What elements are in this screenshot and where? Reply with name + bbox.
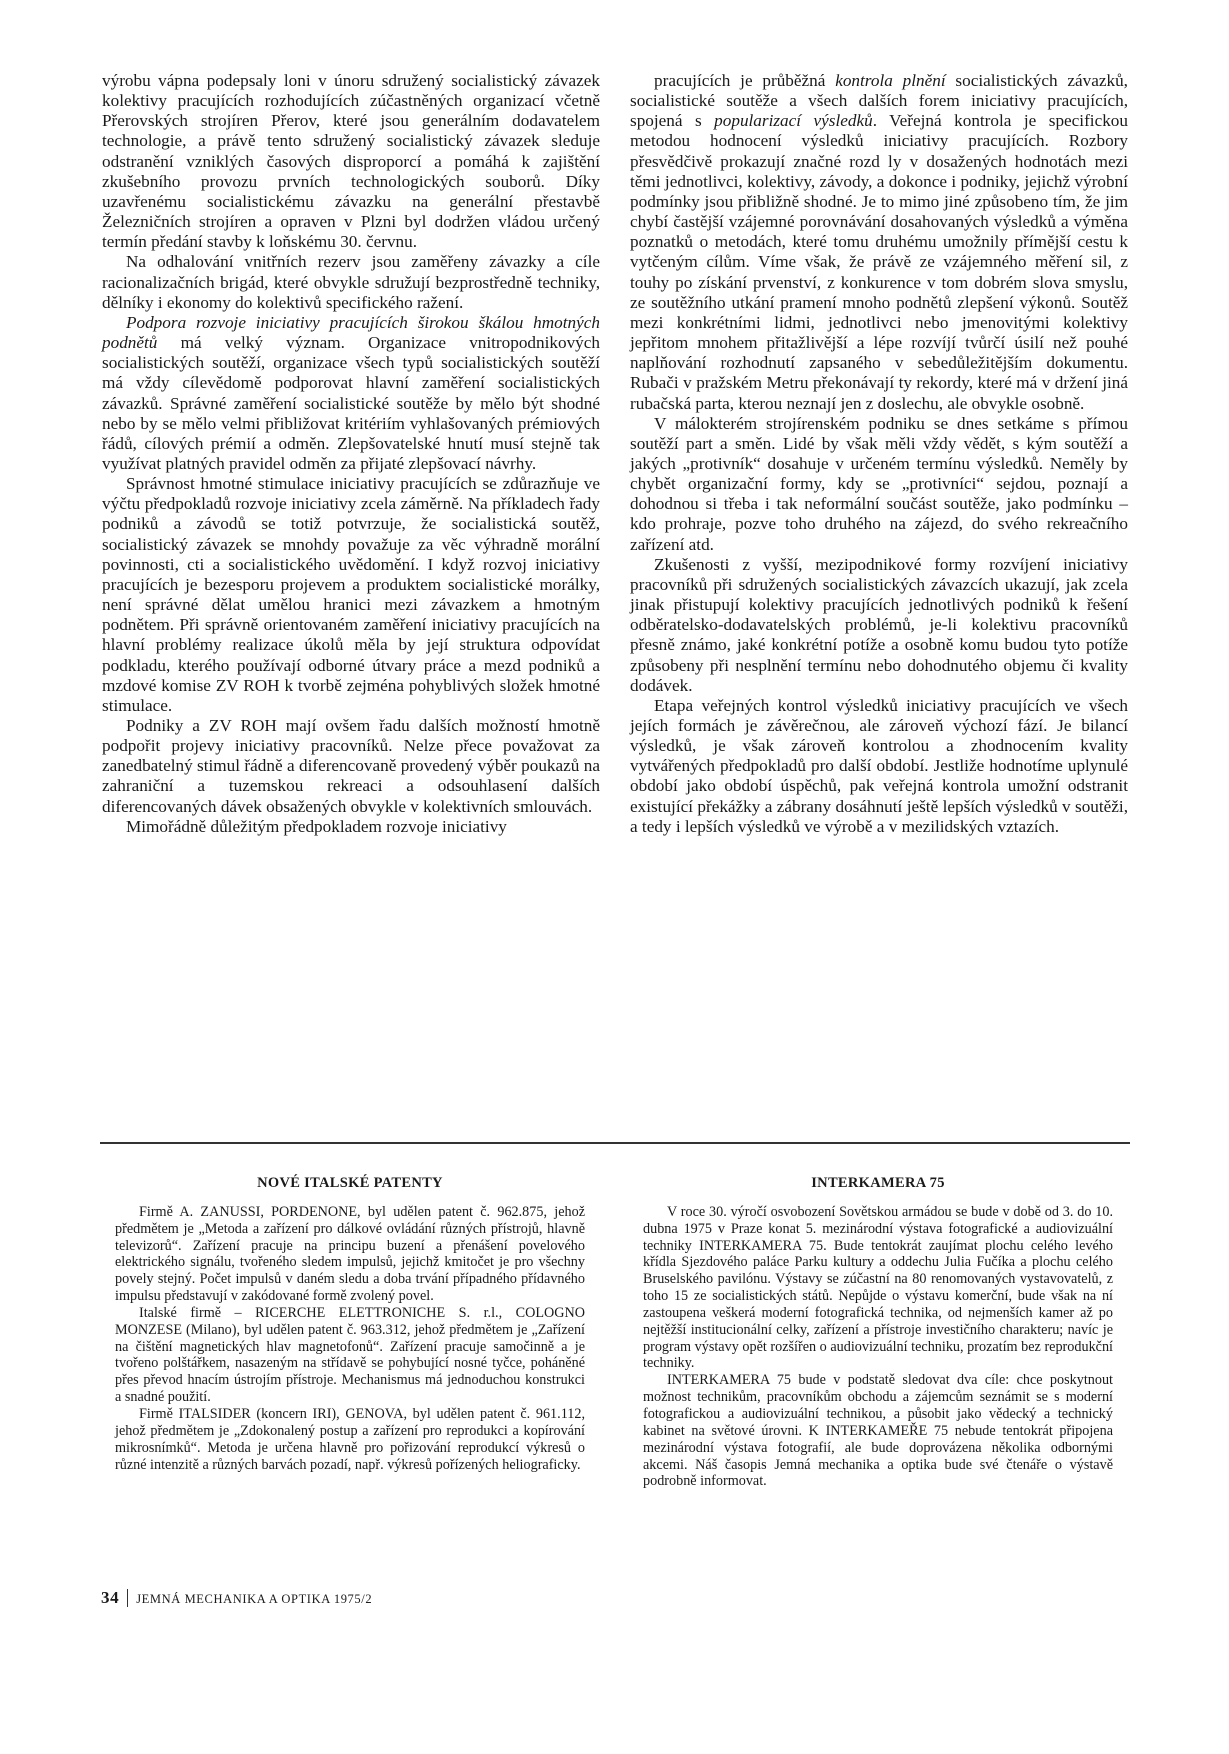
text-segment: Podniky a ZV ROH mají ovšem řadu dalších možností hmotně podpořit projevy iniciativy pracovníků. Nelze přece považovat za zanedbatelný stimul řádně a diferencovaně provedený výběr poukazů na zahraniční a tuzemskou rekreaci a odsouhlasení dalších diferencovaných dávek obsažených obvykle v kolektivních smlouvách.	[102, 716, 600, 816]
paragraph	[102, 252, 600, 312]
patents-section	[115, 1175, 585, 1473]
right-article-column	[630, 71, 1128, 837]
interkamera-section	[643, 1175, 1113, 1490]
text-segment: socialistických závazků, socialistické soutěže a všech dalších forem iniciativy pracujících, spojená s	[630, 71, 1128, 131]
paragraph	[102, 71, 600, 252]
page-footer	[101, 1588, 372, 1608]
text-segment: Firmě A. ZANUSSI, PORDENONE, byl udělen patent č. 962.875, jehož předmětem je „Metoda a zařízení pro dálkové ovládání různých přístrojů, hlavně televizorů“. Zařízení pracuje na principu buzení a přenášení povelového elektrického signálu, tvořeného sledem impulsů, jejichž kmitočet je pro všechny povely stejný. Počet impulsů v daném sledu a doba trvání případného přídavného impulsu představují v zakódované formě zvolený povel.	[115, 1203, 585, 1305]
text-segment: . Veřejná kontrola je specifickou metodou hodnocení výsledků iniciativy pracujících. Rozbory přesvědčivě prokazují značné rozd ly v dosažených hodnotách mezi těmi jednotlivci, kolektivy, závody, a dokonce i podniky, jejichž výrobní podmínky jsou přibližně shodné. Je to mimo jiné způsobeno tím, že jim chybí častější vzájemné porovnávání dosahovaných výsledků a výměna poznatků o metodách, které tomu druhému umožnily přímější cestu k vytčeným cílům. Víme však, že právě ze vzájemného měření sil, z touhy po získání prvenství, z konkurence v tom dobrém slova smyslu, ze soutěžního utkání pramení mnoho podnětů zlepšení výkonů. Soutěž mezi konkrétními lidmi, jednotlivci nebo jmenovitými kolektivy jepřitom mnohem přitažlivější a lépe rozvíjí tvůrčí úsilí než pouhé naplňování rozhodnutí zapsaného v sebedůležitějším dokumentu. Rubači v pražském Metru překonávají ty rekordy, které má v držení jiná rubačská parta, kterou neznají jen z doslechu, ale obvykle osobně.	[630, 111, 1128, 413]
paragraph	[630, 414, 1128, 555]
italic-text: popularizací výsledků	[714, 111, 873, 131]
italic-text: kontrola plnění	[835, 71, 946, 90]
text-segment: Italské firmě – RICERCHE ELETTRONICHE S. r.l., COLOGNO MONZESE (Milano), byl udělen patent č. 963.312, jehož předmětem je „Zařízení na čištění magnetických hlav magnetofonů“. Zařízení pracuje samočinně a je tvořeno polštářkem, nasazeným na střídavě se pohybující nosné tyčce, poháněné přes převod hnacím ústrojím přístroje. Mechanismus má jednoduchou konstrukci a snadné použití.	[115, 1304, 585, 1406]
text-segment: V málokterém strojírenském podniku se dnes setkáme s přímou soutěží part a směn. Lidé by však měli vždy vědět, s kým soutěží a jakých „protivník“ dosahuje v určeném termínu výsledků. Neměly by chybět organizační formy, kdy se „protivníci“ sejdou, poznají a dohodnou si třeba i tak neformální součást soutěže, jako podmínku – kdo prohraje, pozve toho druhého na zájezd, do svého rekreačního zařízení atd.	[630, 413, 1128, 554]
text-segment: Firmě ITALSIDER (koncern IRI), GENOVA, byl udělen patent č. 961.112, jehož předmětem je „Zdokonalený postup a zařízení pro reprodukci a kopírování mikrosnímků“. Metoda je určena hlavně pro pořizování reprodukcí výkresů o různé intenzitě a různých barvách pozadí, např. výkresů pořízených heliograficky.	[115, 1405, 585, 1473]
text-segment: má velký význam. Organizace vnitropodnikových socialistických soutěží, organizace všech typů socialistických soutěží má vždy cílevědomě podporovat hlavní zaměření socialistických závazků. Správné zaměření socialistické soutěže by mělo být shodné nebo by se mělo velmi přibližovat kritériím vyhlašovaných prémiových řádů, cílových prémií a odměn. Zlepšovatelské hnutí musí stejně tak využívat platných pravidel odměn za přijaté zlepšovací návrhy.	[102, 333, 600, 473]
interkamera-heading: INTERKAMERA 75	[811, 1175, 945, 1191]
paragraph	[630, 71, 1128, 414]
paragraph	[102, 716, 600, 817]
text-segment: INTERKAMERA 75 bude v podstatě sledovat dva cíle: chce poskytnout možnost technikům, pracovníkům obchodu a zájemcům seznámit se s moderní fotografickou a audiovizuální technikou, a působit jako vědecký a technický kabinet na světové úrovni. K INTERKAMEŘE 75 nebude tentokrát připojena mezinárodní výstava fotografií, ale bude doprovázena několika odbornými akcemi. Náš časopis Jemná mechanika a optika bude své čtenáře o výstavě podrobně informovat.	[643, 1372, 1113, 1490]
patents-body	[115, 1204, 585, 1474]
paragraph	[630, 555, 1128, 696]
section-divider	[100, 1142, 1130, 1144]
text-segment: Mimořádně důležitým předpokladem rozvoje iniciativy	[126, 816, 507, 836]
text-segment: Správnost hmotné stimulace iniciativy pracujících se zdůrazňuje ve výčtu předpokladů rozvoje iniciativy zcela záměrně. Na příkladech řady podniků a závodů se totiž potvrzuje, že socialistická soutěž, socialistický závazek se mnohdy považuje za věc výhradně morální povinnosti, cti a socialistického uvědomění. I když rozvoj iniciativy pracujících je bezesporu projevem a produktem socialistické morálky, není správné dělat umělou hranici mezi závazkem a hmotným podnětem. Při správně orientovaném zaměření iniciativy pracujících na hlavní problémy realizace úkolů měla by její struktura odpovídat podkladu, kterého používají odborné útvary práce a mezd podniků a mzdové komise ZV ROH k tvorbě zejména pohyblivých složek hmotné stimulace.	[102, 474, 600, 715]
paragraph	[643, 1372, 1113, 1490]
paragraph	[630, 696, 1128, 837]
paragraph	[102, 474, 600, 716]
patents-heading: NOVÉ ITALSKÉ PATENTY	[257, 1175, 443, 1191]
paragraph	[115, 1406, 585, 1473]
paragraph	[115, 1204, 585, 1305]
text-segment: Etapa veřejných kontrol výsledků iniciativy pracujících ve všech jejích formách je závěrečnou, ale zároveň výchozí fází. Je bilancí výsledků, je však zároveň kontrolou a zhodnocením kvality vytvářených předpokladů pro další období. Jestliže hodnotíme uplynulé období jako období úspěchů, pak veřejná kontrola umožní odstranit existující překážky a zábrany dosáhnutí ještě lepších výsledků v soutěži, a tedy i lepších výsledků ve výrobě a v mezilidských vztazích.	[630, 695, 1128, 836]
interkamera-body	[643, 1204, 1113, 1490]
left-article-column	[102, 71, 600, 837]
text-segment: Zkušenosti z vyšší, mezipodnikové formy rozvíjení iniciativy pracovníků při sdružených socialistických závazcích ukazují, jak zcela jinak přistupují kolektivy pracujících jednotlivých podniků k řešení odběratelsko-dodavatelských problémů, je-li kolektivu pracovníků přesně známo, jaké konkrétní potíže a osobně komu budou tyto potíže způsobeny při nesplnění termínu nebo dohodnutého objemu či kvality dodávek.	[630, 554, 1128, 695]
paragraph	[102, 817, 600, 837]
text-segment: pracujících je průběžná	[654, 71, 836, 90]
text-segment: V roce 30. výročí osvobození Sovětskou armádou se bude v době od 3. do 10. dubna 1975 v Praze konat 5. mezinárodní výstava fotografické a audiovizuální techniky INTERKAMERA 75. Bude tentokrát zaujímat plochu celého levého křídla Sjezdového paláce Parku kultury a oddechu Julia Fučíka a plochu celého Bruselského pavilónu. Výstavy se zúčastní na 80 renomovaných vystavovatelů, z toho 15 ze socialistických států. Nepůjde o výstavu komerční, bude však na ní zastoupena veškerá moderní fotografická technika, od nejmenších kamer až po nejtěžší institucionální celky, zařízení a přístroje investičního charakteru; navíc je program výstavy opět rozšířen o audiovizuální techniku, prozatím bez reprodukční techniky.	[643, 1203, 1113, 1372]
journal-title: JEMNÁ MECHANIKA A OPTIKA 1975/2	[136, 1592, 373, 1606]
text-segment: Na odhalování vnitřních rezerv jsou zaměřeny závazky a cíle racionalizačních brigád, které obvykle sdružují bezprostředně techniky, dělníky i ekonomy do kolektivů specifického ražení.	[102, 252, 600, 312]
footer-separator	[127, 1589, 128, 1607]
page-number: 34	[101, 1588, 120, 1607]
paragraph	[115, 1305, 585, 1406]
italic-text: Podpora rozvoje iniciativy pracujících širokou škálou hmotných podnětů	[102, 312, 600, 353]
paragraph	[643, 1204, 1113, 1372]
paragraph	[102, 313, 600, 474]
text-segment: výrobu vápna podepsaly loni v únoru sdružený socialistický závazek kolektivy pracujících rozhodujících zúčastněných organizací včetně Přerovských strojíren Přerov, které jsou generálním dodavatelem technologie, a právě tento sdružený socialistický závazek sleduje odstranění vzniklých časových disproporcí a pomáhá k zajištění zkušebního provozu prvních technologických souborů. Díky uzavřenému socialistickému závazku na generální přestavbě Železničních strojíren a opraven v Plzni byl dodržen vládou určený termín předání stavby k loňskému 30. červnu.	[102, 71, 600, 252]
